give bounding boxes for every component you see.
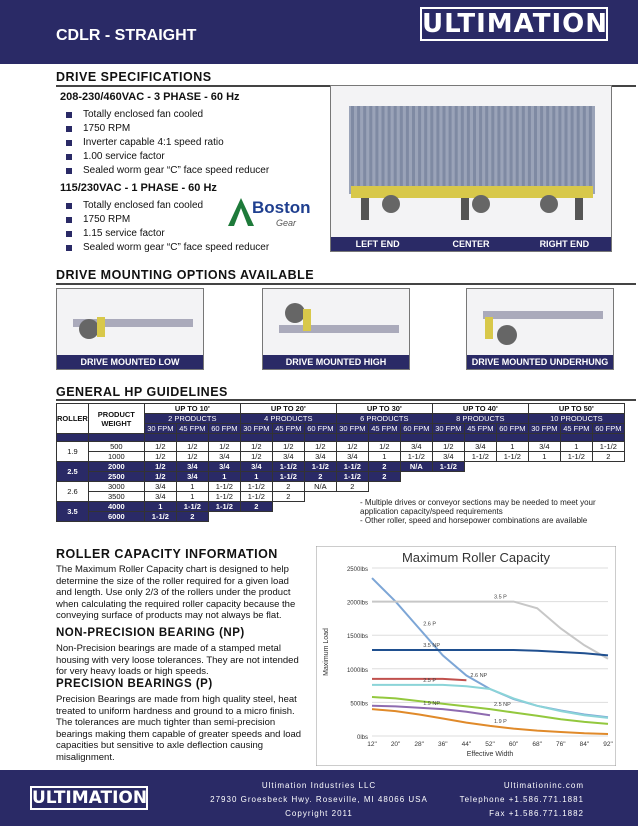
weight-cell: 3500 (88, 492, 144, 502)
hp-cell: 1-1/2 (432, 462, 464, 472)
p-title: PRECISION BEARINGS (P) (56, 678, 213, 690)
speed-header: 60 FPM (304, 424, 336, 434)
hp-cell: 3/4 (144, 492, 176, 502)
footer-website: Ultimationinc.com (503, 781, 584, 790)
list-item: Inverter capable 4:1 speed ratio (66, 136, 269, 150)
hp-cell (464, 462, 496, 472)
hp-cell (304, 502, 336, 512)
three-phase-title: 208-230/460VAC - 3 PHASE - 60 Hz (60, 91, 240, 103)
hp-cell (464, 482, 496, 492)
roller-size: 3.5 (57, 502, 89, 522)
roller-line (449, 106, 452, 186)
chart-title: Maximum Roller Capacity (401, 550, 551, 565)
spacer-cell (208, 434, 240, 442)
hp-cell: 1 (560, 442, 592, 452)
spacer-cell (528, 434, 560, 442)
hp-cell (432, 482, 464, 492)
weight-cell: 2000 (88, 462, 144, 472)
hp-cell (464, 472, 496, 482)
speed-header: 45 FPM (272, 424, 304, 434)
spacer-cell (496, 434, 528, 442)
length-header: UP TO 50' (528, 404, 624, 414)
hp-cell: 2 (272, 482, 304, 492)
np-text: Non-Precision bearings are made of a stamped metal housing with very loose tolerances. They are not intended for very heavy loads or high speeds. (56, 643, 299, 677)
roller-line (369, 106, 372, 186)
spacer-cell (88, 434, 144, 442)
hp-cell: 1/2 (144, 442, 176, 452)
hp-cell: 1/2 (144, 452, 176, 462)
hp-cell (592, 482, 624, 492)
weight-cell: 2500 (88, 472, 144, 482)
roller-size: 2.5 (57, 462, 89, 482)
hp-cell (560, 482, 592, 492)
boston-gear-icon (228, 198, 254, 228)
hp-cell: 1-1/2 (304, 462, 336, 472)
roller-line (516, 106, 519, 186)
speed-header: 30 FPM (528, 424, 560, 434)
roller-line (443, 106, 446, 186)
roller-line (382, 106, 385, 186)
mount-underhung-image (467, 289, 615, 357)
speed-header: 30 FPM (432, 424, 464, 434)
page-title: CDLR - STRAIGHT (56, 27, 197, 44)
photo-label-bar (331, 237, 611, 251)
roller-line (406, 106, 409, 186)
hp-cell: 1-1/2 (496, 452, 528, 462)
roller-line (418, 106, 421, 186)
hp-cell: 3/4 (176, 472, 208, 482)
series-label: 1.9 NP (423, 700, 441, 707)
hp-cell: 3/4 (528, 442, 560, 452)
hp-cell (208, 512, 240, 522)
hp-cell: 3/4 (400, 442, 432, 452)
series-label: 2.6 P (423, 621, 437, 628)
roller-line (497, 106, 500, 186)
footer-fax: Fax +1.586.771.1882 (489, 809, 584, 818)
hp-cell: 2 (176, 512, 208, 522)
x-tick-label: 20" (390, 741, 401, 748)
hp-cell: 3/4 (464, 442, 496, 452)
hp-cell: 1-1/2 (400, 452, 432, 462)
hp-cell: 1 (240, 472, 272, 482)
divider (56, 283, 636, 285)
spacer-cell (57, 434, 89, 442)
hp-cell: 1-1/2 (464, 452, 496, 462)
spacer-cell (592, 434, 624, 442)
hp-cell: 1/2 (240, 452, 272, 462)
spacer-cell (400, 434, 432, 442)
label-right-end: RIGHT END (539, 239, 590, 249)
hp-cell (432, 472, 464, 482)
roller-line (479, 106, 482, 186)
roller-line (485, 106, 488, 186)
roller-line (461, 106, 464, 186)
hp-cell: 1-1/2 (240, 492, 272, 502)
x-tick-label: 68" (532, 741, 542, 748)
mount-low-label: DRIVE MOUNTED LOW (57, 355, 203, 369)
x-tick-label: 12" (367, 741, 377, 748)
capacity-title: ROLLER CAPACITY INFORMATION (56, 547, 278, 561)
hp-cell: 2 (368, 472, 400, 482)
footer-copyright: Copyright 2011 (285, 809, 353, 818)
list-item: Sealed worm gear “C” face speed reducer (66, 164, 269, 178)
roller-line (400, 106, 403, 186)
spacer-cell (336, 434, 368, 442)
y-tick-label: 2000lbs (346, 600, 368, 607)
roller-capacity-chart (316, 546, 616, 766)
divider (56, 399, 636, 401)
hp-cell: 1-1/2 (208, 492, 240, 502)
note-2: - Other roller, speed and horsepower combinations are available (360, 516, 588, 525)
hp-cell (368, 482, 400, 492)
mount-high-label: DRIVE MOUNTED HIGH (263, 355, 409, 369)
hp-cell (400, 482, 432, 492)
hp-cell: 1-1/2 (592, 442, 624, 452)
roller-line (577, 106, 580, 186)
speed-header: 60 FPM (400, 424, 432, 434)
hp-cell (592, 472, 624, 482)
roller-line (510, 106, 513, 186)
hp-cell (304, 512, 336, 522)
hp-cell: 3/4 (176, 462, 208, 472)
drive-specs-title: DRIVE SPECIFICATIONS (56, 70, 212, 84)
boston-gear-logo (228, 196, 318, 230)
table-row (57, 472, 625, 482)
x-tick-label: 84" (579, 741, 590, 748)
spacer-cell (464, 434, 496, 442)
hp-cell: 1-1/2 (336, 462, 368, 472)
hp-cell (272, 512, 304, 522)
x-tick-label: 52" (485, 741, 495, 748)
speed-header: 45 FPM (368, 424, 400, 434)
hp-cell: 1/2 (272, 442, 304, 452)
roller-line (528, 106, 531, 186)
y-axis-label: Maximum Load (323, 628, 330, 676)
hp-cell: 3/4 (304, 452, 336, 462)
mount-high-photo (262, 288, 410, 370)
roller-line (540, 106, 543, 186)
series-label: 3.5 NP (423, 642, 441, 649)
y-tick-label: 1500lbs (346, 634, 368, 641)
hp-cell: 3/4 (208, 462, 240, 472)
hp-cell (272, 502, 304, 512)
spacer-cell (272, 434, 304, 442)
hp-cell (528, 482, 560, 492)
hp-cell (496, 472, 528, 482)
series-label: 2.5 P (423, 677, 437, 684)
hp-cell: 1 (528, 452, 560, 462)
spacer-cell (560, 434, 592, 442)
spacer-cell (176, 434, 208, 442)
hp-cell: 1/2 (336, 442, 368, 452)
roller-line (491, 106, 494, 186)
roller-line (558, 106, 561, 186)
spacer-cell (144, 434, 176, 442)
y-tick-label: 500lbs (350, 701, 368, 708)
hp-cell (496, 462, 528, 472)
hp-notes (360, 498, 630, 525)
length-header: UP TO 30' (336, 404, 432, 414)
roller-line (351, 106, 354, 186)
hp-cell: 1-1/2 (272, 472, 304, 482)
hp-cell (240, 512, 272, 522)
roller-line (357, 106, 360, 186)
hp-cell: 1/2 (144, 462, 176, 472)
roller-line (412, 106, 415, 186)
speed-header: 60 FPM (592, 424, 624, 434)
length-header: UP TO 10' (144, 404, 240, 414)
hp-cell: 1-1/2 (272, 462, 304, 472)
roller-line (522, 106, 525, 186)
hp-cell: 1 (176, 482, 208, 492)
roller-line (375, 106, 378, 186)
series-label: 3.5 P (494, 594, 507, 601)
hp-cell: 1 (176, 492, 208, 502)
hp-cell: 3/4 (432, 452, 464, 462)
hp-cell (560, 462, 592, 472)
hp-cell: 1-1/2 (560, 452, 592, 462)
roller-line (436, 106, 439, 186)
hp-cell: 1/2 (144, 472, 176, 482)
note-1: - Multiple drives or conveyor sections may be needed to meet your application capacity/speed requirements (360, 498, 596, 516)
length-header: UP TO 20' (240, 404, 336, 414)
hp-cell: 2 (272, 492, 304, 502)
hp-cell: N/A (400, 462, 432, 472)
hp-cell (560, 472, 592, 482)
p-text: Precision Bearings are made from high quality steel, heat treated to uniform hardness and ground to a micro finish. The tolerances are much tighter than semi-precision bearings making them capable of greater speeds and load capacities but sensitive to axle deflection causing misalignment. (56, 694, 302, 763)
list-item: 1750 RPM (66, 213, 269, 227)
spacer-cell (304, 434, 336, 442)
roller-line (589, 106, 592, 186)
roller-line (424, 106, 427, 186)
x-tick-label: 76" (556, 741, 566, 748)
weight-cell: 4000 (88, 502, 144, 512)
footer-address: 27930 Groesbeck Hwy. Roseville, MI 48066 USA (210, 795, 428, 804)
mount-low-image (57, 289, 205, 357)
hp-cell: 1/2 (304, 442, 336, 452)
hp-cell: 2 (304, 472, 336, 482)
hp-cell: N/A (304, 482, 336, 492)
y-tick-label: 0lbs (356, 735, 368, 741)
list-item: 1750 RPM (66, 122, 269, 136)
speed-header: 30 FPM (240, 424, 272, 434)
speed-header: 30 FPM (336, 424, 368, 434)
weight-cell: 6000 (88, 512, 144, 522)
mount-high-image (263, 289, 411, 357)
roller-line (467, 106, 470, 186)
series-label: 2.5 NP (494, 702, 511, 709)
hp-cell: 3/4 (144, 482, 176, 492)
x-tick-label: 44" (461, 741, 472, 748)
ultimation-logo: ULTIMATION (422, 9, 609, 39)
hp-cell: 3/4 (336, 452, 368, 462)
products-header: 10 PRODUCTS (528, 414, 624, 424)
speed-header: 60 FPM (208, 424, 240, 434)
roller-header: ROLLER (57, 404, 89, 434)
weight-cell: 3000 (88, 482, 144, 492)
hp-cell: 2 (592, 452, 624, 462)
hp-cell: 1 (496, 442, 528, 452)
mount-underhung-label: DRIVE MOUNTED UNDERHUNG (467, 355, 613, 369)
speed-header: 60 FPM (496, 424, 528, 434)
products-header: 4 PRODUCTS (240, 414, 336, 424)
conveyor-image (331, 86, 613, 239)
products-header: 6 PRODUCTS (336, 414, 432, 424)
hp-cell (400, 472, 432, 482)
spacer-cell (368, 434, 400, 442)
hp-cell: 1-1/2 (240, 482, 272, 492)
speed-header: 45 FPM (176, 424, 208, 434)
hp-cell: 1/2 (368, 442, 400, 452)
hp-cell: 1-1/2 (208, 482, 240, 492)
table-row (57, 452, 625, 462)
hp-cell: 1-1/2 (336, 472, 368, 482)
capacity-intro: The Maximum Roller Capacity chart is designed to help determine the size of the roller required for a given load and length. Use only 2/3 of the rollers under the product when calculating the required roller capacity because the conveying surface of products may not always be flat. (56, 564, 296, 621)
spacer-cell (432, 434, 464, 442)
roller-line (571, 106, 574, 186)
mount-underhung-photo (466, 288, 614, 370)
x-axis-label: Effective Width (466, 751, 514, 758)
hp-cell: 2 (368, 462, 400, 472)
length-header: UP TO 40' (432, 404, 528, 414)
mount-low-photo (56, 288, 204, 370)
boston-logo-sub: Gear (276, 218, 297, 228)
hp-cell (496, 482, 528, 492)
footer-company: Ultimation Industries LLC (261, 781, 377, 790)
roller-line (394, 106, 397, 186)
table-row (57, 442, 625, 452)
hp-cell: 1 (144, 502, 176, 512)
products-header: 8 PRODUCTS (432, 414, 528, 424)
table-row (57, 482, 625, 492)
hp-cell (592, 462, 624, 472)
hp-cell: 1/2 (208, 442, 240, 452)
hp-cell: 3/4 (240, 462, 272, 472)
speed-header: 45 FPM (560, 424, 592, 434)
x-tick-label: 28" (414, 741, 424, 748)
hp-title: GENERAL HP GUIDELINES (56, 385, 228, 399)
list-item: Totally enclosed fan cooled (66, 199, 269, 213)
roller-line (363, 106, 366, 186)
roller-line (583, 106, 586, 186)
hp-cell: 1/2 (432, 442, 464, 452)
series-label: 2.6 NP (470, 673, 488, 680)
speed-header: 30 FPM (144, 424, 176, 434)
hp-cell: 1/2 (176, 452, 208, 462)
x-tick-label: 60" (508, 741, 519, 748)
list-item: 1.00 service factor (66, 150, 269, 164)
roller-line (473, 106, 476, 186)
hp-cell (528, 472, 560, 482)
hp-cell: 1 (208, 472, 240, 482)
roller-line (430, 106, 433, 186)
list-item: Sealed worm gear “C” face speed reducer (66, 241, 269, 255)
hp-cell: 1-1/2 (176, 502, 208, 512)
label-left-end: LEFT END (355, 239, 400, 249)
hp-cell (304, 492, 336, 502)
roller-line (504, 106, 507, 186)
hp-cell: 1/2 (240, 442, 272, 452)
roller-line (546, 106, 549, 186)
roller-line (455, 106, 458, 186)
weight-cell: 500 (88, 442, 144, 452)
conveyor-photo (330, 85, 612, 252)
y-tick-label: 2500lbs (346, 567, 368, 573)
mounting-title: DRIVE MOUNTING OPTIONS AVAILABLE (56, 268, 315, 282)
hp-cell: 2 (336, 482, 368, 492)
hp-cell: 1 (368, 452, 400, 462)
hp-cell: 1-1/2 (208, 502, 240, 512)
three-phase-list (66, 108, 269, 178)
roller-size: 2.6 (57, 482, 89, 502)
series-label: 1.9 P (494, 718, 507, 725)
hp-cell (528, 462, 560, 472)
roller-line (552, 106, 555, 186)
weight-header: PRODUCT WEIGHT (88, 404, 144, 434)
products-header: 2 PRODUCTS (144, 414, 240, 424)
single-phase-title: 115/230VAC - 1 PHASE - 60 Hz (60, 182, 217, 194)
table-row (57, 462, 625, 472)
speed-header: 45 FPM (464, 424, 496, 434)
footer-logo: ULTIMATION (32, 788, 148, 808)
hp-cell: 2 (240, 502, 272, 512)
roller-line (388, 106, 391, 186)
hp-cell: 1/2 (176, 442, 208, 452)
x-tick-label: 36" (438, 741, 448, 748)
boston-logo-text: Boston (252, 198, 311, 217)
page-header (0, 0, 638, 64)
spacer-cell (240, 434, 272, 442)
roller-size: 1.9 (57, 442, 89, 462)
weight-cell: 1000 (88, 452, 144, 462)
list-item: 1.15 service factor (66, 227, 269, 241)
roller-line (565, 106, 568, 186)
footer-phone: Telephone +1.586.771.1881 (459, 795, 584, 804)
hp-cell: 3/4 (272, 452, 304, 462)
hp-cell: 1-1/2 (144, 512, 176, 522)
hp-cell: 3/4 (208, 452, 240, 462)
roller-line (534, 106, 537, 186)
np-title: NON-PRECISION BEARING (NP) (56, 627, 245, 639)
label-center: CENTER (452, 239, 490, 249)
y-tick-label: 1000lbs (346, 667, 368, 674)
list-item: Totally enclosed fan cooled (66, 108, 269, 122)
page-footer (0, 770, 638, 826)
x-tick-label: 92" (603, 741, 613, 748)
